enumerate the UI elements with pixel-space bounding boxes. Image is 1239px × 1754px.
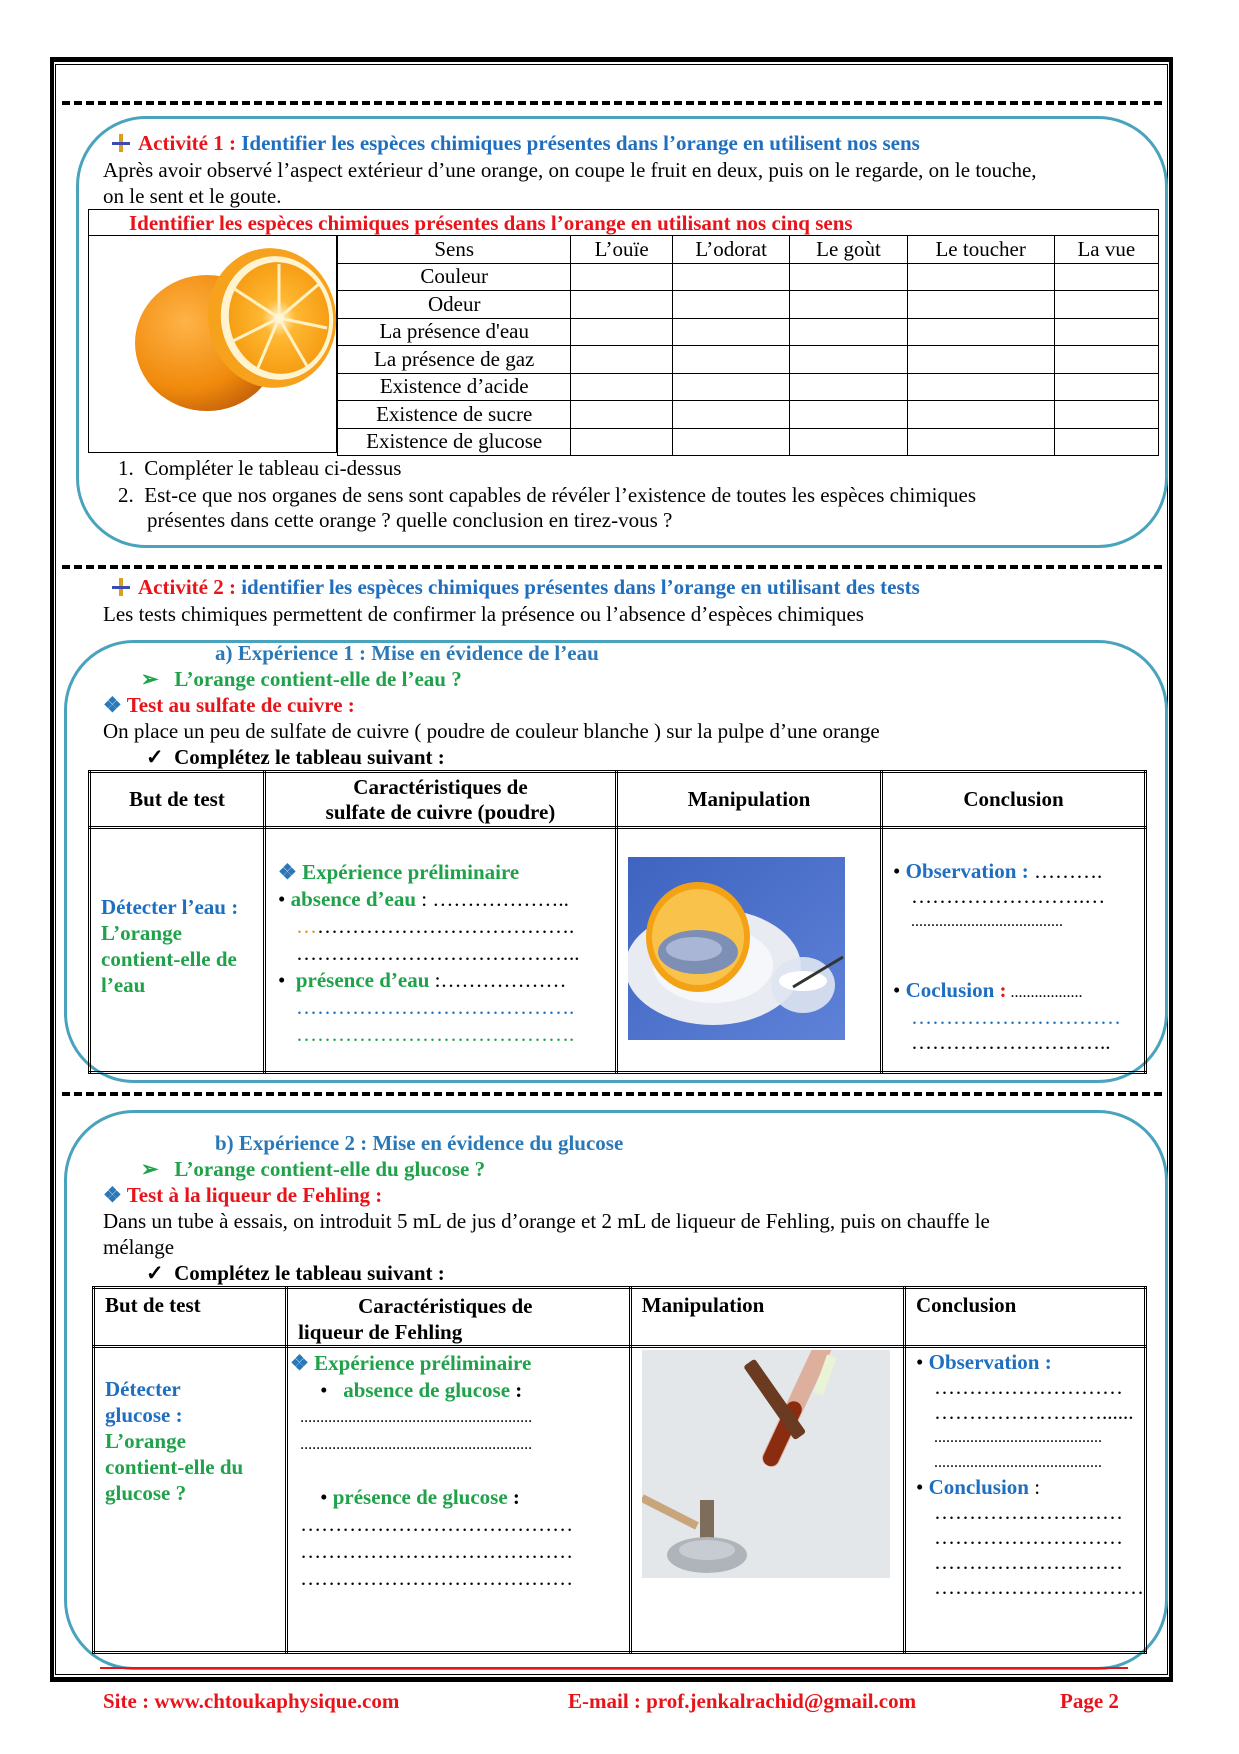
answer-line[interactable]: ..........................................................	[300, 1409, 533, 1426]
answer-cell[interactable]	[1054, 373, 1158, 401]
colon: :	[507, 1485, 520, 1509]
answer-cell[interactable]	[790, 373, 907, 401]
check-icon: ✓	[146, 745, 164, 769]
answer-line[interactable]: ..................	[1006, 984, 1083, 1001]
col-caracteristiques	[287, 1288, 631, 1347]
exp2-test	[103, 1183, 382, 1207]
answer-line[interactable]: ……………………......	[934, 1400, 1134, 1424]
exp2-characteristics-cell	[287, 1347, 631, 1653]
exp1-desc: On place un peu de sulfate de cuivre ( poudre de couleur blanche ) sur la pulpe d’une orange	[103, 719, 880, 743]
activity1-title: Identifier les espèces chimiques présentes dans l’orange en utilisent nos sens	[241, 131, 920, 155]
separator	[62, 1092, 1162, 1096]
footer-rule	[100, 1667, 1128, 1669]
conclusion-label: Coclusion	[905, 978, 995, 1002]
table-row	[338, 263, 1159, 291]
column-header: L’odorat	[672, 236, 790, 264]
observation-label: Observation :	[928, 1350, 1052, 1374]
diamond-bullet-icon: ❖	[290, 1351, 309, 1375]
exp1-conclusion: • Coclusion : ..................	[893, 978, 1083, 1002]
answer-cell[interactable]	[1054, 401, 1158, 429]
answer-line[interactable]: : ………………..	[416, 887, 569, 911]
answer-cell[interactable]	[571, 401, 673, 429]
exp1-heading: a) Expérience 1 : Mise en évidence de l’eau	[215, 641, 599, 665]
answer-line[interactable]: ………………………………….	[296, 995, 575, 1019]
exp2-instruction	[146, 1261, 445, 1285]
answer-cell[interactable]	[1054, 263, 1158, 291]
row-label: La présence d'eau	[338, 318, 571, 346]
diamond-bullet-icon: ❖	[103, 693, 122, 717]
row-label: Couleur	[338, 263, 571, 291]
row-label: Odeur	[338, 291, 571, 319]
answer-dots: ……………………………….	[317, 914, 575, 938]
senses-table-caption: Identifier les espèces chimiques présentes dans l’orange en utilisant nos cinq sens	[129, 211, 853, 235]
column-header: La vue	[1054, 236, 1158, 264]
table-row	[338, 291, 1159, 319]
answer-line[interactable]: …………………………………	[300, 1512, 574, 1536]
diamond-bullet-icon: ❖	[278, 860, 297, 884]
question-2: 2. Est-ce que nos organes de sens sont capables de révéler l’existence de toutes les espèces chimiques	[118, 483, 976, 507]
orange-image	[127, 238, 342, 413]
table-row	[338, 428, 1159, 456]
check-icon: ✓	[146, 1261, 164, 1285]
footer-site[interactable]: Site : www.chtoukaphysique.com	[103, 1689, 400, 1713]
col-caracteristiques-line2: sulfate de cuivre (poudre)	[325, 799, 556, 824]
answer-line[interactable]: …………………………	[911, 1005, 1121, 1029]
table-header-row	[338, 236, 1159, 264]
answer-cell[interactable]	[790, 428, 907, 456]
answer-line[interactable]: ..........................................	[934, 1454, 1102, 1471]
footer-email[interactable]: E-mail : prof.jenkalrachid@gmail.com	[568, 1689, 917, 1713]
answer-cell[interactable]	[672, 428, 790, 456]
answer-cell[interactable]	[571, 373, 673, 401]
answer-cell[interactable]	[672, 263, 790, 291]
exp1-goal-line3: contient-elle de	[101, 947, 237, 971]
answer-cell[interactable]	[571, 346, 673, 374]
row-label: La présence de gaz	[338, 346, 571, 374]
exp2-absence: • absence de glucose :	[320, 1378, 523, 1402]
exp2-prelim-text: Expérience préliminaire	[314, 1351, 532, 1375]
exp1-characteristics-cell	[265, 828, 617, 1073]
exp1-goal-line4: l’eau	[101, 973, 146, 997]
exp2-goal-line5: glucose ?	[105, 1481, 187, 1505]
exp2-goal-line3: L’orange	[105, 1429, 186, 1453]
exp1-goal-line1: Détecter l’eau :	[101, 895, 239, 919]
question-2-continued: présentes dans cette orange ? quelle conclusion en tirez-vous ?	[147, 508, 673, 532]
answer-line[interactable]: ..........................................	[934, 1429, 1102, 1446]
exp2-instruction-text: Complétez le tableau suivant :	[174, 1261, 445, 1285]
exp2-absence-label: absence de glucose	[343, 1378, 511, 1402]
answer-line[interactable]	[278, 913, 615, 940]
observation-label: Observation :	[905, 859, 1029, 883]
answer-cell[interactable]	[907, 318, 1054, 346]
col-conclusion: Conclusion	[905, 1288, 1146, 1347]
exp1-goal-line2: L’orange	[101, 921, 182, 945]
exp1-prelim-text: Expérience préliminaire	[302, 860, 520, 884]
answer-cell[interactable]	[1054, 291, 1158, 319]
answer-cell[interactable]	[672, 346, 790, 374]
conclusion-colon: :	[1028, 1475, 1041, 1499]
exp2-conclusion-cell	[905, 1347, 1146, 1653]
fehling-test-photo	[642, 1350, 890, 1578]
answer-cell[interactable]	[907, 373, 1054, 401]
answer-cell[interactable]	[672, 318, 790, 346]
answer-line[interactable]: …………………………………..	[296, 941, 580, 965]
exp1-goal-cell	[90, 828, 265, 1073]
exp2-goal-line2: glucose :	[105, 1403, 183, 1427]
answer-cell[interactable]	[790, 318, 907, 346]
copper-sulfate-photo	[628, 857, 845, 1040]
exp2-question-text: L’orange contient-elle du glucose ?	[174, 1157, 486, 1181]
answer-cell[interactable]	[1054, 318, 1158, 346]
exp1-manipulation-cell	[617, 828, 882, 1073]
answer-cell[interactable]	[1054, 428, 1158, 456]
exp2-table	[92, 1286, 1147, 1654]
spacer	[893, 934, 1144, 978]
answer-cell[interactable]	[571, 291, 673, 319]
exp2-manipulation-cell	[630, 1347, 904, 1653]
answer-cell[interactable]	[907, 346, 1054, 374]
question-2-text: Est-ce que nos organes de sens sont capables de révéler l’existence de toutes les espèces chimiques	[144, 483, 976, 507]
answer-line[interactable]: …………………………	[934, 1575, 1144, 1599]
answer-cell[interactable]	[571, 318, 673, 346]
question-1-text: Compléter le tableau ci-dessus	[144, 456, 402, 480]
exp1-test-text: Test au sulfate de cuivre :	[126, 693, 355, 717]
answer-line[interactable]: …………………………………	[300, 1539, 574, 1563]
exp1-absence-label: absence d’eau	[290, 887, 417, 911]
col-manipulation: Manipulation	[630, 1288, 904, 1347]
exp1-table	[88, 770, 1147, 1074]
spacer	[290, 1458, 629, 1484]
table-row	[90, 828, 1146, 1073]
exp2-desc-2: mélange	[103, 1235, 175, 1259]
row-label: Existence de sucre	[338, 401, 571, 429]
exp2-conclusion: • Conclusion :	[916, 1475, 1041, 1499]
exp1-presence-label: présence d’eau	[295, 968, 430, 992]
exp1-question-text: L’orange contient-elle de l’eau ?	[174, 667, 462, 691]
answer-cell[interactable]	[790, 346, 907, 374]
table-row	[338, 346, 1159, 374]
exp2-goal-line1: Détecter	[105, 1377, 181, 1401]
activity1-label: Activité 1 :	[138, 131, 236, 155]
exp2-goal-cell	[94, 1347, 287, 1653]
exp1-instruction	[146, 745, 445, 769]
answer-cell[interactable]	[672, 291, 790, 319]
answer-cell[interactable]	[907, 428, 1054, 456]
exp2-presence: • présence de glucose :	[320, 1485, 520, 1509]
answer-cell[interactable]	[571, 428, 673, 456]
exp1-prelim	[278, 859, 615, 886]
answer-cell[interactable]	[790, 263, 907, 291]
conclusion-label: Conclusion	[928, 1475, 1029, 1499]
answer-cell[interactable]	[672, 401, 790, 429]
col-manipulation: Manipulation	[617, 772, 882, 828]
answer-cell[interactable]	[907, 291, 1054, 319]
footer-page-number: Page 2	[1060, 1689, 1119, 1713]
table-header-row	[90, 772, 1146, 828]
answer-cell[interactable]	[790, 401, 907, 429]
answer-line[interactable]: …………………………………	[300, 1566, 574, 1590]
column-header: Le goùt	[790, 236, 907, 264]
answer-cell[interactable]	[571, 263, 673, 291]
separator	[62, 565, 1162, 569]
arrow-bullet-icon	[112, 134, 130, 152]
activity1-heading	[112, 131, 920, 155]
table-row	[94, 1347, 1146, 1653]
activity2-heading	[112, 575, 920, 599]
row-label: Existence d’acide	[338, 373, 571, 401]
colon: :	[510, 1378, 523, 1402]
answer-line[interactable]: ……….	[1028, 859, 1103, 883]
answer-line[interactable]: ......................................	[911, 913, 1063, 930]
answer-cell[interactable]	[790, 291, 907, 319]
conclusion-colon: :	[994, 978, 1007, 1002]
exp1-question: ➢ L’orange contient-elle de l’eau ?	[141, 667, 462, 691]
col-conclusion: Conclusion	[882, 772, 1146, 828]
exp1-absence: • absence d’eau : ………………..	[278, 887, 569, 911]
col-but: But de test	[94, 1288, 287, 1347]
row-label: Existence de glucose	[338, 428, 571, 456]
answer-line[interactable]: ………………………	[934, 1500, 1123, 1524]
table-row	[338, 318, 1159, 346]
col-but: But de test	[90, 772, 265, 828]
answer-cell[interactable]	[672, 373, 790, 401]
diamond-bullet-icon: ❖	[103, 1183, 122, 1207]
answer-line[interactable]: …………………….…	[911, 884, 1106, 908]
exp2-heading: b) Expérience 2 : Mise en évidence du glucose	[215, 1131, 624, 1155]
exp1-test	[103, 693, 355, 717]
activity1-intro-1: Après avoir observé l’aspect extérieur d’une orange, on coupe le fruit en deux, puis on le regarde, on le touche,	[103, 158, 1037, 182]
separator	[62, 101, 1162, 105]
activity1-intro-2: on le sent et le goute.	[103, 184, 282, 208]
col-caracteristiques-line1: Caractéristiques de	[358, 1294, 533, 1318]
senses-table	[337, 235, 1159, 456]
exp2-presence-label: présence de glucose	[332, 1485, 508, 1509]
exp1-observation: • Observation : ……….	[893, 859, 1103, 883]
question-1: 1. Compléter le tableau ci-dessus	[118, 456, 402, 480]
exp1-presence: • présence d’eau :………………	[278, 968, 567, 992]
col-caracteristiques	[265, 772, 617, 828]
answer-line[interactable]: ………………………	[934, 1375, 1123, 1399]
exp2-test-text: Test à la liqueur de Fehling :	[126, 1183, 383, 1207]
table-row	[338, 373, 1159, 401]
activity2-intro: Les tests chimiques permettent de confirmer la présence ou l’absence d’espèces chimiques	[103, 602, 864, 626]
activity2-label: Activité 2 :	[138, 575, 236, 599]
answer-line[interactable]: ………………………	[934, 1550, 1123, 1574]
answer-line[interactable]: ..........................................................	[300, 1436, 533, 1453]
column-header: Le toucher	[907, 236, 1054, 264]
column-header: Sens	[338, 236, 571, 264]
exp1-conclusion-cell	[882, 828, 1146, 1073]
exp2-goal-line4: contient-elle du	[105, 1455, 244, 1479]
exp2-observation: • Observation :	[916, 1350, 1052, 1374]
exp1-instruction-text: Complétez le tableau suivant :	[174, 745, 445, 769]
activity2-title: identifier les espèces chimiques présentes dans l’orange en utilisant des tests	[241, 575, 920, 599]
answer-dots: …	[296, 914, 317, 938]
answer-line[interactable]: ………………………	[934, 1525, 1123, 1549]
col-caracteristiques-line1: Caractéristiques de	[353, 774, 528, 799]
table-header-row	[94, 1288, 1146, 1347]
exp2-prelim	[290, 1350, 629, 1377]
arrow-bullet-icon	[112, 578, 130, 596]
answer-line[interactable]: ………………………………….	[296, 1022, 575, 1046]
column-header: L’ouïe	[571, 236, 673, 264]
exp2-desc-1: Dans un tube à essais, on introduit 5 mL de jus d’orange et 2 mL de liqueur de Fehling, puis on chauffe le	[103, 1209, 990, 1233]
answer-cell[interactable]	[1054, 346, 1158, 374]
answer-line[interactable]: :………………	[429, 968, 567, 992]
answer-cell[interactable]	[907, 263, 1054, 291]
col-caracteristiques-line2: liqueur de Fehling	[298, 1320, 463, 1344]
exp2-question: ➢ L’orange contient-elle du glucose ?	[141, 1157, 486, 1181]
answer-cell[interactable]	[907, 401, 1054, 429]
answer-line[interactable]: ………………………..	[911, 1030, 1111, 1054]
table-row	[338, 401, 1159, 429]
